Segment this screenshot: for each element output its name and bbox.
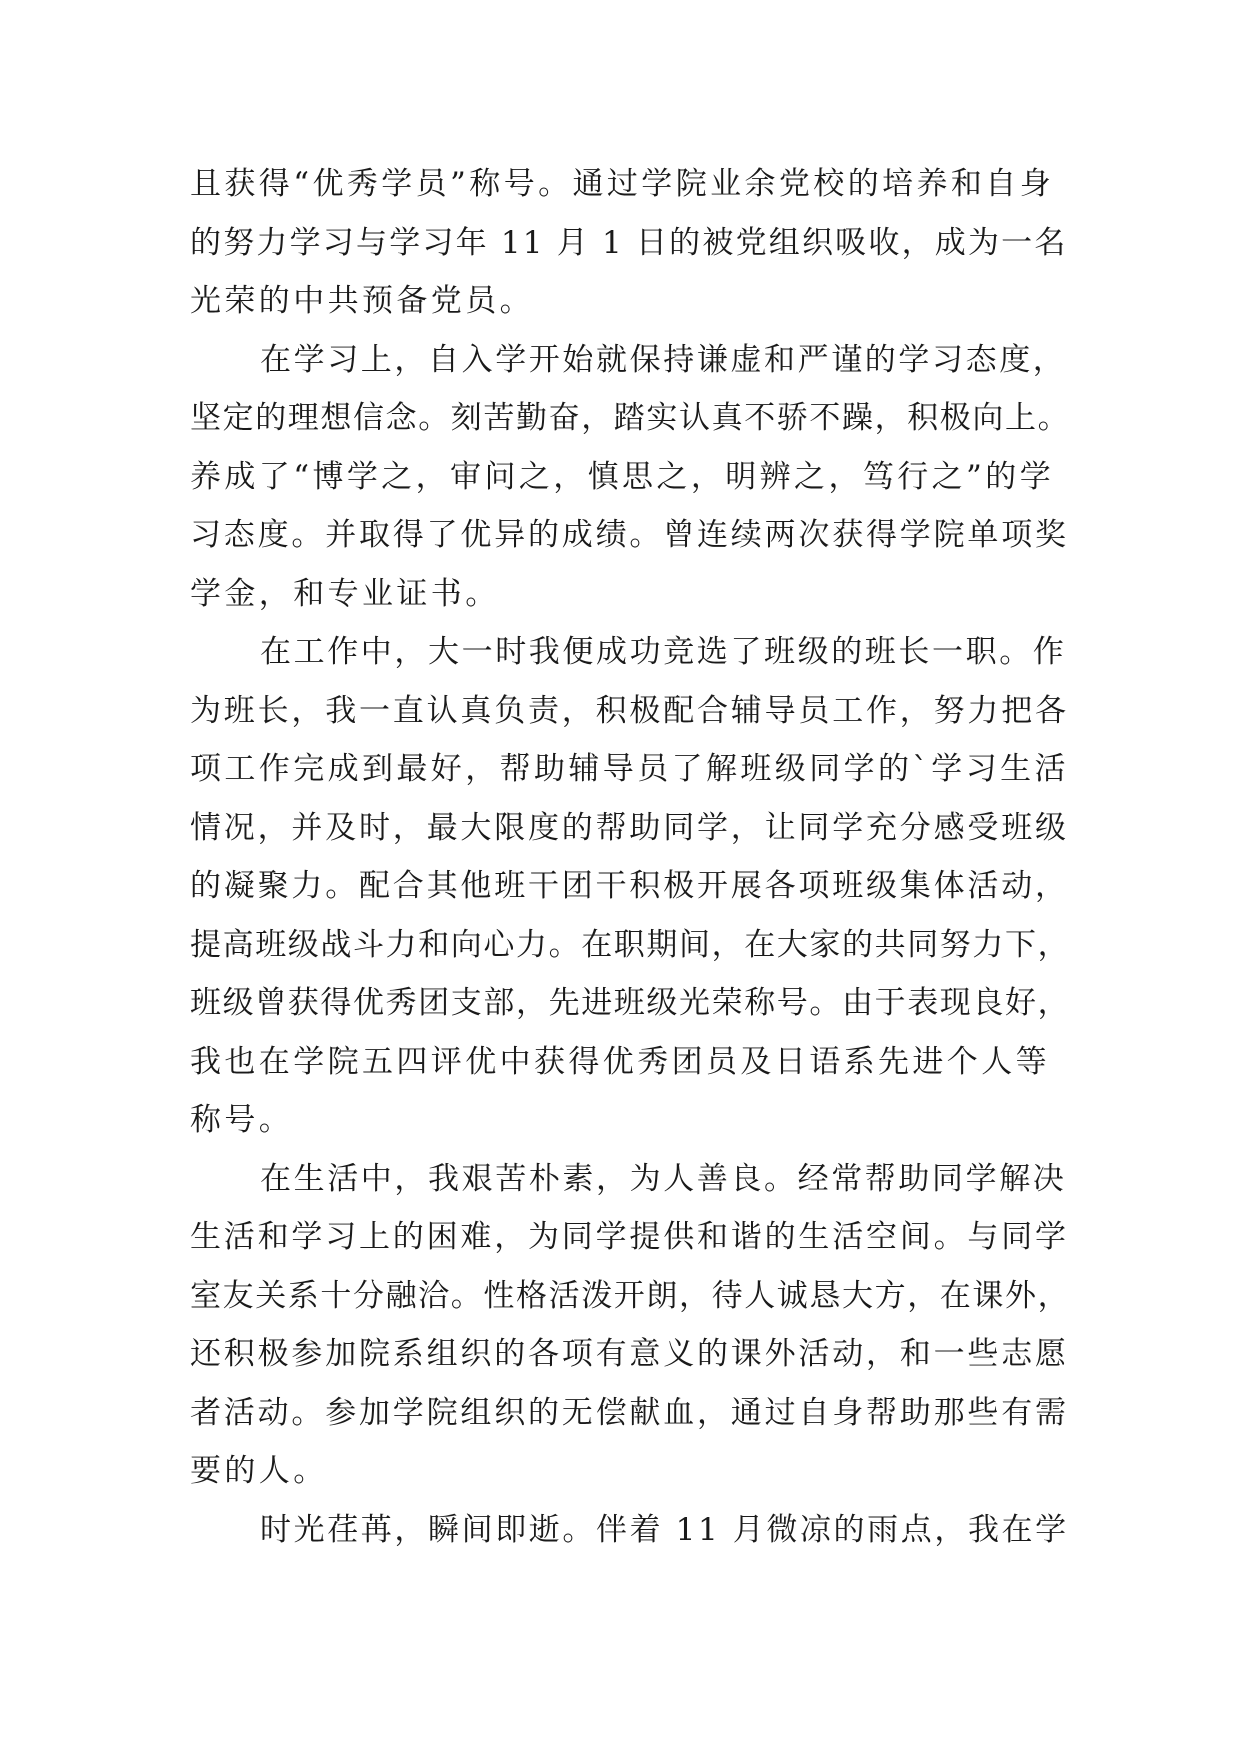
text-line: 生活和学习上的困难，为同学提供和谐的生活空间。与同学 [190, 1219, 1069, 1255]
paragraph-first-line: 在生活中，我艰苦朴素，为人善良。经常帮助同学解决 [260, 1160, 1067, 1197]
paragraph-first-line: 在学习上，自入学开始就保持谦虚和严谨的学习态度， [260, 341, 1067, 378]
text-line: 情况，并及时，最大限度的帮助同学，让同学充分感受班级 [190, 809, 1069, 846]
text-line: 要的人。 [190, 1453, 328, 1489]
text-line: 班级曾获得优秀团支部，先进班级光荣称号。由于表现良好， [190, 985, 1071, 1021]
text-line: 者活动。参加学院组织的无偿献血，通过自身帮助那些有需 [190, 1394, 1069, 1431]
body-text [190, 155, 1070, 1559]
text-line: 室友关系十分融洽。性格活泼开朗，待人诚恳大方，在课外， [190, 1277, 1071, 1314]
text-line: 习态度。并取得了优异的成绩。曾连续两次获得学院单项奖 [190, 517, 1069, 553]
text-line: 学金，和专业证书。 [190, 575, 500, 612]
text-line: 的凝聚力。配合其他班干团干积极开展各项班级集体活动， [190, 868, 1069, 904]
text-line: 提高班级战斗力和向心力。在职期间，在大家的共同努力下， [190, 926, 1071, 963]
text-line: 坚定的理想信念。刻苦勤奋，踏实认真不骄不躁，积极向上。 [190, 400, 1071, 436]
text-line: 的努力学习与学习年 11 月 1 日的被党组织吸收，成为一名 [190, 224, 1068, 261]
text-line: 项工作完成到最好，帮助辅导员了解班级同学的`学习生活 [190, 751, 1069, 787]
paragraph-first-line: 在工作中，大一时我便成功竞选了班级的班长一职。作 [260, 634, 1067, 670]
text-line: 称号。 [190, 1102, 294, 1138]
paragraph-first-line: 时光荏苒，瞬间即逝。伴着 11 月微凉的雨点，我在学 [260, 1511, 1069, 1548]
text-line: 还积极参加院系组织的各项有意义的课外活动，和一些志愿 [190, 1336, 1069, 1372]
text-line: 我也在学院五四评优中获得优秀团员及日语系先进个人等 [190, 1043, 1050, 1080]
text-line: 且获得“优秀学员”称号。通过学院业余党校的培养和自身 [190, 166, 1055, 202]
text-line: 光荣的中共预备党员。 [190, 283, 534, 319]
text-line: 为班长，我一直认真负责，积极配合辅导员工作，努力把各 [190, 692, 1069, 729]
text-line: 养成了“博学之，审问之，慎思之，明辨之，笃行之”的学 [190, 458, 1055, 495]
